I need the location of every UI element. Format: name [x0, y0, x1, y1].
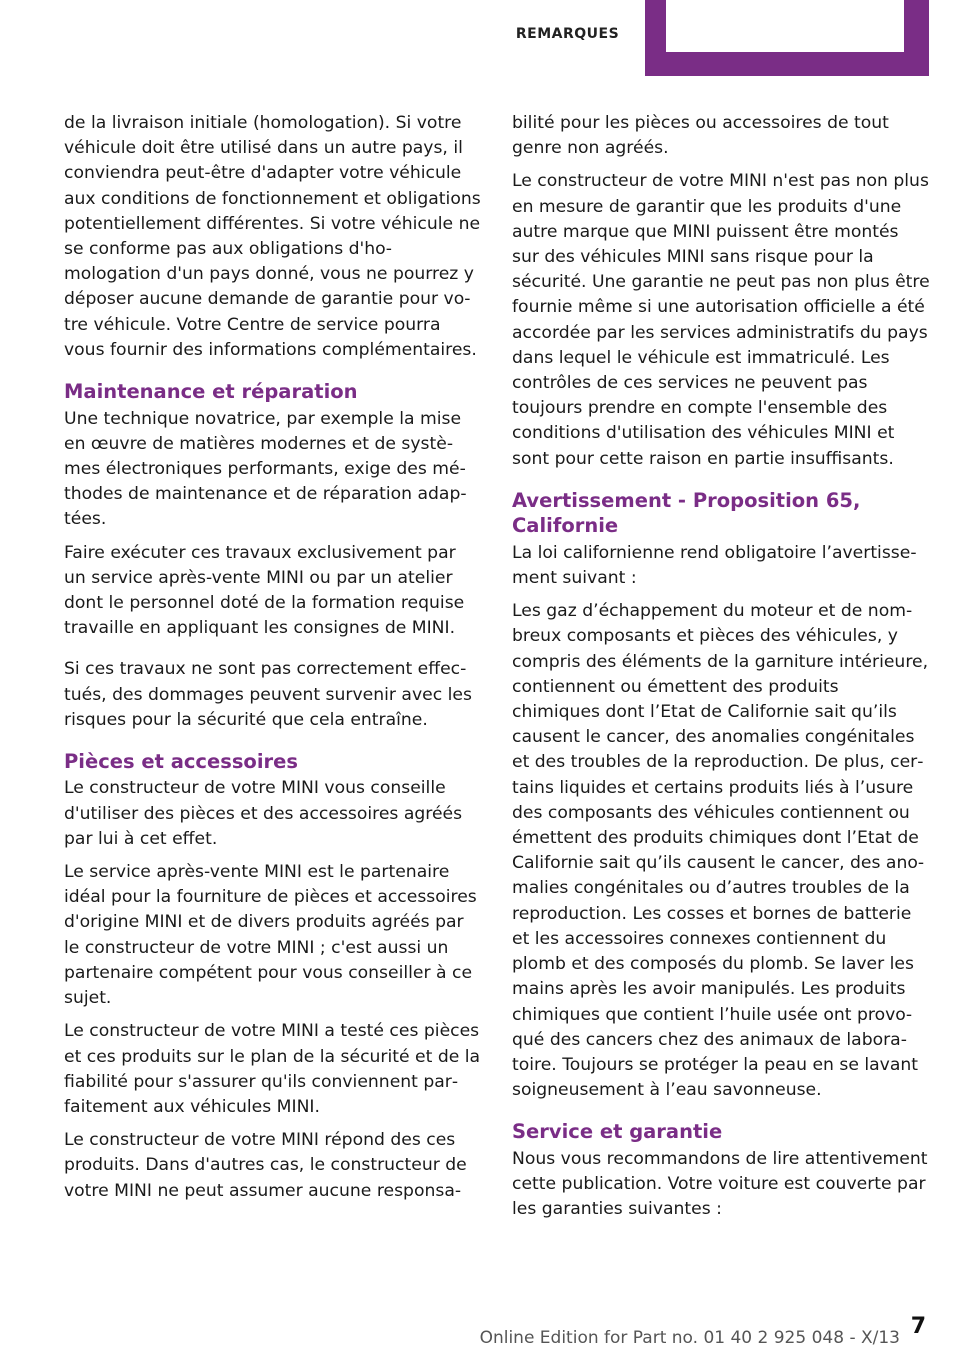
paragraph: La loi californienne rend obligatoire l’avertissement suivant : — [512, 542, 917, 589]
paragraph: bilité pour les pièces ou accessoires de tout genre non agréés. — [512, 113, 889, 159]
paragraph: Le constructeur de votre MINI répond des ces produits. Dans d'autres cas, le constructeur de votre MINI ne peut assumer aucune responsa- — [64, 1130, 467, 1201]
paragraph: Le service après-vente MINI est le partenaire idéal pour la fourniture de pièces et accessoires d'origine MINI et de divers produits agréés par le constructeur de votre MINI ; c'est aussi un partenaire compétent pour vous conseiller à ce sujet. — [64, 862, 477, 1009]
heading-parts: Pièces et accessoires — [64, 749, 298, 773]
heading-service: Service et garantie — [512, 1120, 723, 1144]
footer-edition-text: Online Edition for Part no. 01 40 2 925 048 - X/13 — [479, 1328, 900, 1348]
right-column — [512, 111, 930, 1230]
paragraph: Le constructeur de votre MINI a testé ces pièces et ces produits sur le plan de la sécurité et de la fiabilité pour s'assurer qu'ils conviennent parfaitement aux véhicules MINI. — [64, 1021, 481, 1117]
left-column — [64, 111, 482, 1212]
heading-maintenance: Maintenance et réparation — [64, 380, 358, 404]
paragraph: Faire exécuter ces travaux exclusivement par un service après-vente MINI ou par un atelier dont le personnel doté de la formation requise travaille en appliquant les consignes de MINI. — [64, 542, 465, 639]
intro-paragraph: de la livraison initiale (homologation). Si votre véhicule doit être utilisé dans un autre pays, il conviendra peut-être d'adapter votre véhicule aux conditions de fonctionnement et obligations potentiellement différentes. Si votre véhicule ne se conforme pas aux obligations d'homologation d'un pays donné, vous ne pourrez y déposer aucune demande de garantie pour votre véhicule. Votre Centre de service pourra vous fournir des informations complémentaires. — [64, 113, 481, 360]
heading-warning: Avertissement - Proposition 65, Californie — [512, 488, 861, 538]
page-number: 7 — [910, 1314, 926, 1339]
paragraph: Une technique novatrice, par exemple la mise en œuvre de matières modernes et de systèmes électroniques performants, exige des méthodes de maintenance et de réparation adaptées. — [64, 408, 467, 530]
paragraph: Si ces travaux ne sont pas correctement effectués, des dommages peuvent survenir avec les risques pour la sécurité que cela entraîne. — [64, 659, 472, 730]
paragraph: Nous vous recommandons de lire attentivement cette publication. Votre voiture est couverte par les garanties suivantes : — [512, 1148, 928, 1220]
header-section-label: REMARQUES — [515, 26, 620, 42]
paragraph: Le constructeur de votre MINI vous conseille d'utiliser des pièces et des accessoires agréés par lui à cet effet. — [64, 778, 463, 849]
paragraph: Les gaz d’échappement du moteur et de nombreux composants et pièces des véhicules, y compris des éléments de la garniture intérieure, contiennent ou émettent des produits chimiques dont l’Etat de Californie sait qu’ils causent le cancer, des anomalies congénitales et des troubles de la reproduction. De plus, certains liquides et certains produits liés à l’usure des composants des véhicules contiennent ou émettent des produits chimiques dont l’Etat de Californie sait qu’ils causent le cancer, des anomalies congénitales ou d’autres troubles de la reproduction. Les cosses et bornes de batterie et les accessoires connexes contiennent du plomb et des composés du plomb. Se laver les mains après les avoir manipulés. Les produits chimiques que contient l’huile usée ont provoqué des cancers chez des animaux de laboratoire. Toujours se protéger la peau en se lavant soigneusement à l’eau savonneuse. — [512, 601, 929, 1101]
header-accent-box-inner — [666, 0, 904, 52]
paragraph: Le constructeur de votre MINI n'est pas non plus en mesure de garantir que les produits d'une autre marque que MINI puissent être montés sur des véhicules MINI sans risque pour la sécurité. Une garantie ne peut pas non plus être fournie même si une autorisation officielle a été accordée par les services administratifs du pays dans lequel le véhicule est immatriculé. Les contrôles de ces services ne peuvent pas toujours prendre en compte l'ensemble des conditions d'utilisation des véhicules MINI et sont pour cette raison en partie insuffisants. — [512, 171, 930, 469]
